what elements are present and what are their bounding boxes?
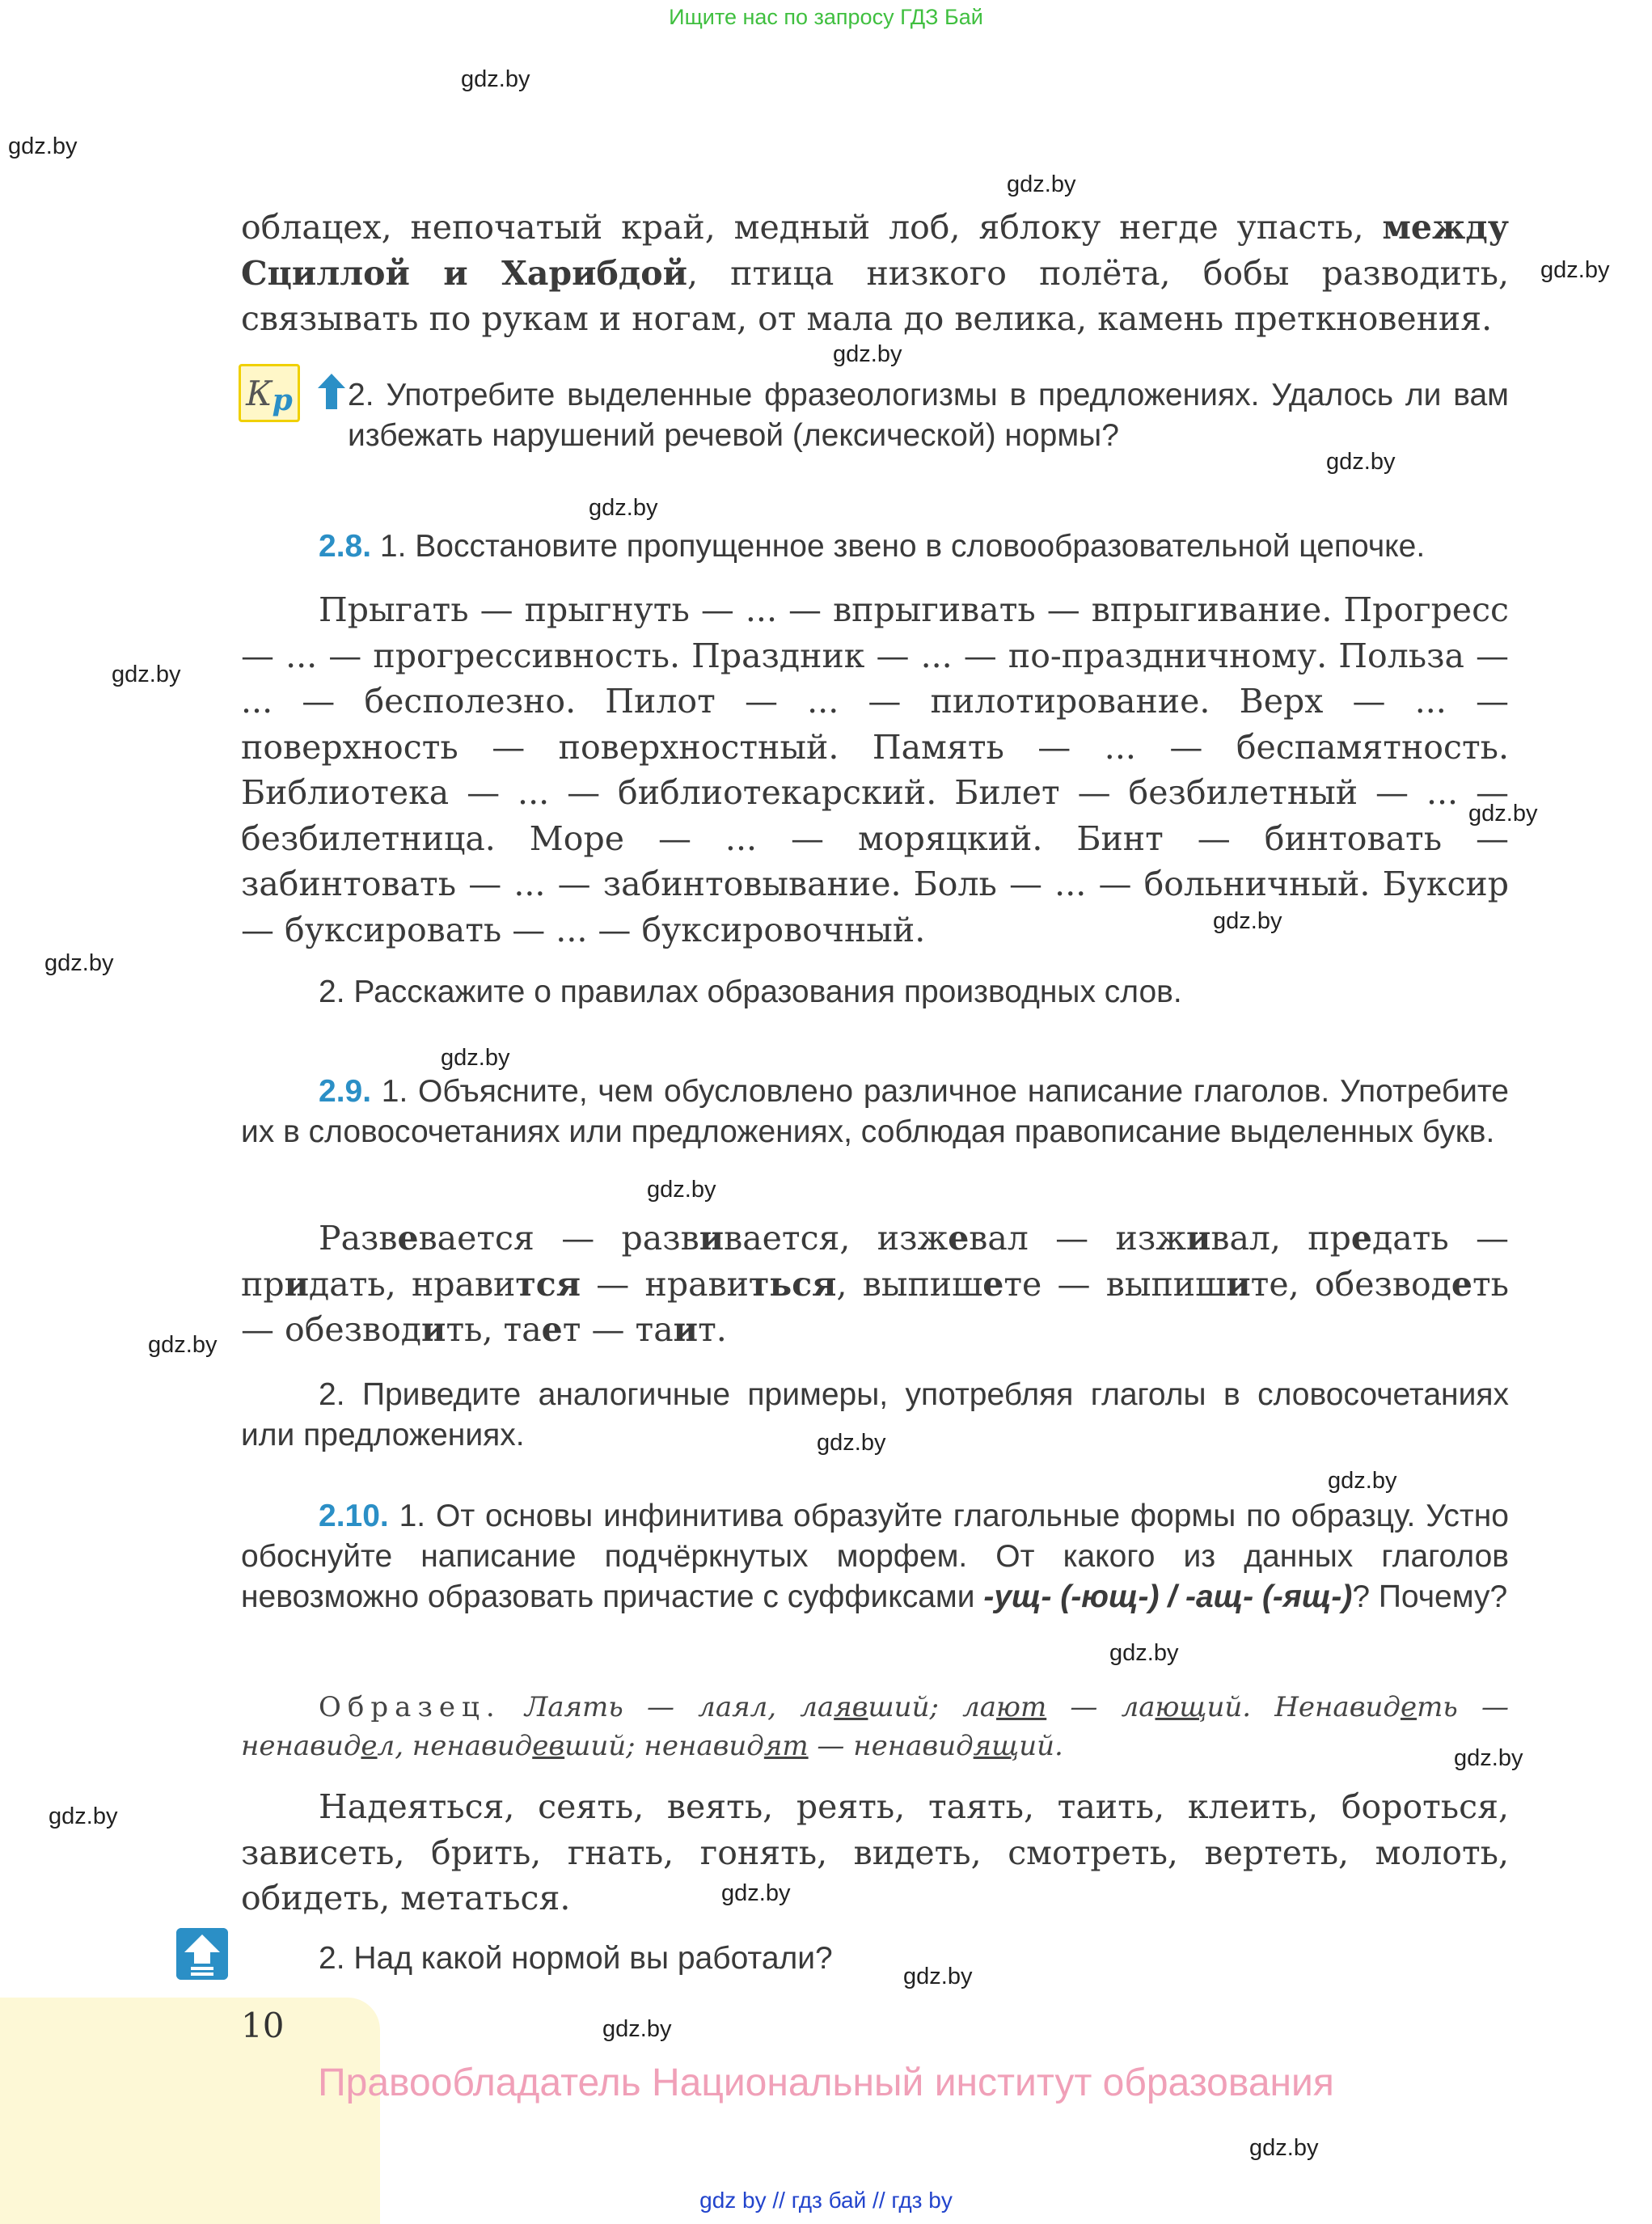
copyright-holder: Правообладатель Национальный институт образования — [318, 2061, 1334, 2104]
watermark: gdz.by — [1326, 449, 1396, 475]
watermark: gdz.by — [148, 1332, 218, 1358]
watermark: gdz.by — [461, 66, 530, 92]
watermark: gdz.by — [589, 495, 658, 521]
footer-links[interactable]: gdz by // гдз бай // гдз by — [699, 2188, 953, 2213]
search-banner: Ищите нас по запросу ГДЗ Бай — [669, 5, 983, 29]
arrow-up-icon — [318, 374, 345, 409]
watermark: gdz.by — [44, 950, 114, 976]
exercise-2-10-verbs: Надеяться, сеять, веять, реять, таять, таить, клеить, бороться, зависеть, брить, гнать, гонять, видеть, смотреть, вертеть, молоть, обидеть, метаться. — [241, 1787, 1509, 1917]
exercise-2-10-task2: 2. Над какой нормой вы работали? — [319, 1941, 833, 1976]
highlighted-phrase: между Сциллой и Харибдой — [241, 208, 1509, 293]
suffixes: -ущ- (-ющ-) / -ащ- (-ящ-) — [983, 1579, 1353, 1614]
watermark: gdz.by — [1249, 2135, 1319, 2161]
watermark: gdz.by — [721, 1880, 791, 1906]
phraseology-list: облацех, непочатый край, медный лоб, яблоку негде упасть, между Сциллой и Харибдой, птица низкого полёта, бобы разводить, связывать по рукам и ногам, от мала до велика, камень преткновения. — [241, 208, 1509, 338]
watermark: gdz.by — [903, 1964, 973, 1989]
exercise-2-8-task2: 2. Расскажите о правилах образования производных слов. — [319, 975, 1182, 1009]
watermark: gdz.by — [441, 1045, 510, 1071]
watermark: gdz.by — [1454, 1745, 1523, 1771]
exercise-2-10-sample: Образец. Лаять — лаял, лаявший; лают — лающий. Ненавидеть — ненавидел, ненавидевший; ненавидят — ненавидящий. — [241, 1691, 1509, 1762]
watermark: gdz.by — [1109, 1640, 1179, 1666]
watermark: gdz.by — [602, 2016, 672, 2042]
watermark: gdz.by — [112, 662, 181, 687]
exercise-2-9-task2: 2. Приведите аналогичные примеры, употребляя глаголы в словосочетаниях или предложениях. — [241, 1377, 1509, 1452]
culture-of-speech-icon: К р — [239, 364, 300, 422]
exercise-2-10-task1: 2.10. 1. От основы инфинитива образуйте глагольные формы по образцу. Устно обоснуйте написание подчёркнутых морфем. От какого из данных глаголов невозможно образовать причастие с суффиксами -ущ- (-ющ-) / -ащ- (-ящ-)? Почему? — [241, 1499, 1509, 1614]
watermark: gdz.by — [8, 133, 78, 159]
watermark: gdz.by — [817, 1430, 886, 1456]
watermark: gdz.by — [647, 1177, 716, 1203]
watermark: gdz.by — [1328, 1468, 1397, 1494]
watermark: gdz.by — [1540, 257, 1610, 283]
watermark: gdz.by — [1213, 908, 1282, 934]
watermark: gdz.by — [833, 341, 902, 367]
watermark: gdz.by — [1468, 801, 1538, 827]
exercise-2-9-verbs: Развевается — развивается, изжевал — изживал, предать — придать, нравится — нравиться, выпишете — выпишите, обезводеть — обезводить, тает — таит. — [241, 1219, 1509, 1349]
task-kp-text: 2. Употребите выделенные фразеологизмы в предложениях. Удалось ли вам избежать нарушений речевой (лексической) нормы? — [348, 378, 1509, 453]
exercise-2-9-task1: 2.9. 1. Объясните, чем обусловлено различное написание глаголов. Употребите их в словосочетаниях или предложениях, соблюдая правописание выделенных букв. — [241, 1074, 1509, 1149]
watermark: gdz.by — [49, 1803, 118, 1829]
watermark: gdz.by — [1007, 171, 1076, 197]
exercise-2-8-chains: Прыгать — прыгнуть — ... — впрыгивать — впрыгивание. Прогресс — ... — прогрессивность. Праздник — ... — по-праздничному. Польза — ... — бесполезно. Пилот — ... — пилотирование. Верх — ... — поверхность — поверхностный. Память — ... — беспамятность. Библиотека — ... — библиотекарский. Билет — безбилетный — ... — безбилетница. Море — ... — моряцкий. Бинт — бинтовать — забинтовать — ... — забинтовывание. Боль — ... — больничный. Буксир — буксировать — ... — буксировочный. — [241, 590, 1509, 949]
upload-task-icon — [176, 1928, 228, 1980]
exercise-2-8-task1: 2.8. 1. Восстановите пропущенное звено в словообразовательной цепочке. — [319, 529, 1426, 564]
page-number: 10 — [241, 2006, 285, 2045]
